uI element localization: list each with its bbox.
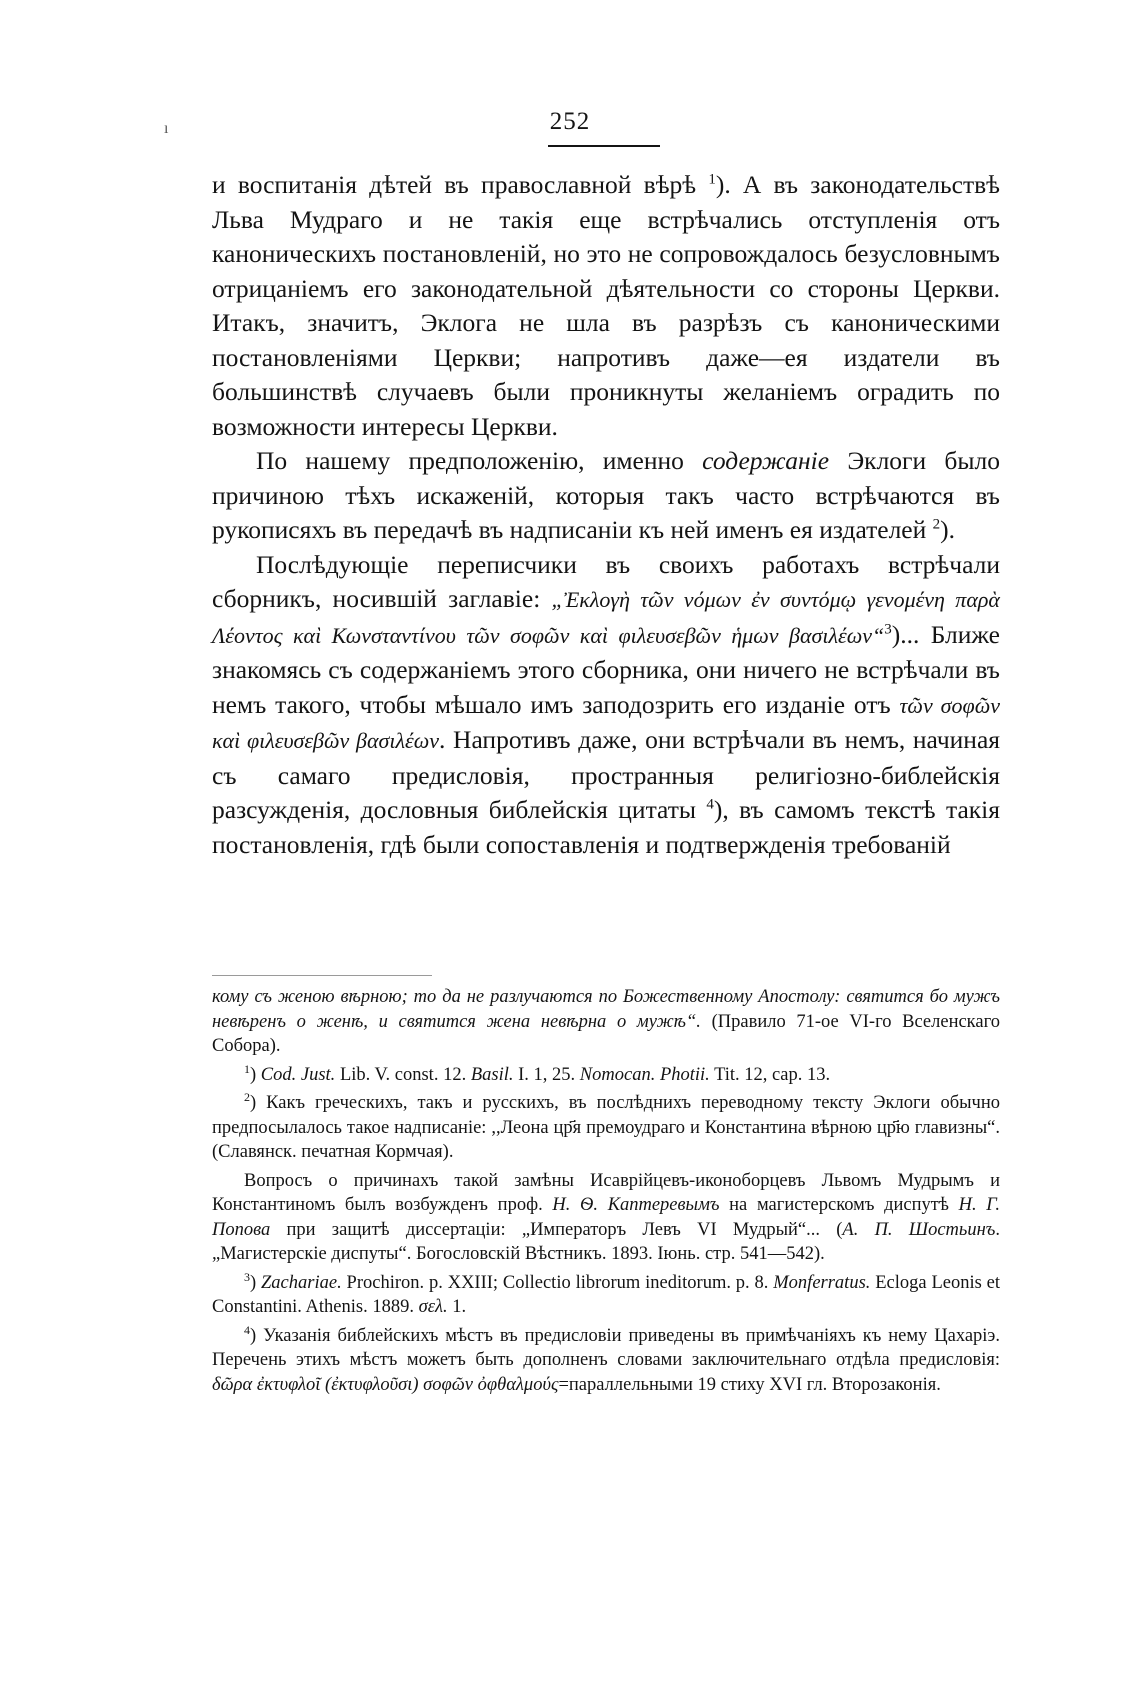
footnote-ref-2: 2 <box>932 516 941 533</box>
footnote-2 <box>212 1091 1000 1165</box>
footnote-ref-3: 3 <box>884 621 892 637</box>
fn2b-d: . „Магистерскіе диспуты“. Богословскій Вѣстникъ. 1893. Іюнь. стр. 541—542). <box>212 1219 1000 1264</box>
fn4-number: 4 <box>244 1322 250 1337</box>
p1-text-a: и воспитанія дѣтей въ православной вѣрѣ <box>212 170 709 199</box>
footnotes <box>212 985 1000 1401</box>
fn4-i1: δῶρα ἐκτυφλοῖ (ἐκτυφλοῦσι) σοφῶν ὀφθαλμούς <box>212 1374 559 1395</box>
page-number: 252 <box>549 108 591 135</box>
fn3-b: Prochiron. p. XXIII; Collectio librorum ineditorum. p. 8. <box>341 1272 774 1293</box>
fn-cont-text: (Правило 71-ое VI-го Вселенскаго Собора). <box>212 1011 1000 1056</box>
p3-text-c: . Напротивъ даже, они встрѣчали въ немъ, начиная съ самаго предисловія, пространныя религіозно-библейскія разсужденія, дословныя библейскія цитаты <box>212 725 1000 824</box>
footnote-ref-4: 4 <box>706 796 714 813</box>
fn2-a: ) Какъ греческихъ, такъ и русскихъ, въ послѣднихъ переводному тексту Эклоги обычно предпосылалось такое надписаніе: ,,Леона цр҃я премоудраго и Константина вѣрною цр҃ю главизны“. (Славянск. печатная Кормчая). <box>212 1093 1000 1162</box>
greek-title: „Ἐκλογὴ τῶν νόμων ἐν συντόμῳ γενομένη παρὰ Λέοντος καὶ Κωνσταντίνου τῶν σοφῶν καὶ φιλευσεβῶν ἡμων βασιλέων“ <box>212 587 1000 648</box>
fn1-b: Lib. V. const. 12. <box>335 1064 471 1085</box>
fn3-i3: σελ. <box>418 1297 448 1317</box>
fn1-i2: Basil. <box>470 1064 514 1085</box>
fn1-a: ) <box>250 1064 261 1085</box>
fn1-c: I. 1, 25. <box>513 1064 580 1085</box>
paragraph-2 <box>212 444 1000 548</box>
fn3-number: 3 <box>244 1269 250 1284</box>
fn1-i3: Nomocan. Photii. <box>579 1064 710 1085</box>
fn4-a: ) Указанія библейскихъ мѣстъ въ предисловіи приведены въ примѣчаніяхъ къ нему Цахаріэ. Перечень этихъ мѣстъ можетъ быть дополненъ словами заключительнаго отдѣла предисловія: <box>212 1325 1000 1370</box>
p3-text-b: )... Ближе знакомясь съ содержаніемъ этого сборника, они ничего не встрѣчали въ немъ такого, чтобы мѣшало имъ заподозрить его изданіе отъ <box>212 619 1000 719</box>
p2-text-a: По нашему предположенію, именно <box>256 446 703 475</box>
p1-text-b: ). А въ законодательствѣ Льва Мудраго и не такія еще встрѣчались отступленія отъ каноническихъ постановленій, но это не сопровождалось безусловнымъ отрицаніемъ его законодательной дѣятельности со стороны Церкви. Итакъ, значитъ, Эклога не шла въ разрѣзъ съ каноническими постановленіями Церкви; напротивъ даже—ея издатели въ большинствѣ случаевъ были проникнуты желаніемъ оградить по возможности интересы Церкви. <box>212 170 1000 441</box>
p2-text-c: ). <box>940 515 956 544</box>
greek-phrase: τῶν σοφῶν καὶ φιλευσεβῶν βασιλέων <box>212 692 1000 753</box>
footnote-4 <box>212 1324 1000 1398</box>
margin-mark: ı <box>164 120 169 137</box>
footnote-3 <box>212 1271 1000 1320</box>
footnote-continuation <box>212 985 1000 1059</box>
fn2b-i3: А. П. Шостьинъ <box>842 1219 996 1240</box>
p2-italic-word: содержаніе <box>702 446 830 475</box>
fn1-d: Tit. 12, cap. 13. <box>709 1064 831 1085</box>
fn3-i2: Monferratus. <box>773 1272 871 1293</box>
paragraph-1 <box>212 168 1000 444</box>
fn1-number: 1 <box>244 1061 250 1076</box>
fn2b-b: на магистерскомъ диспутѣ <box>719 1195 959 1215</box>
fn2b-i1: Н. Ѳ. Каптеревымъ <box>552 1195 720 1215</box>
fn3-c: Ecloga Leonis et Constantini. Athenis. 1889. <box>212 1272 1000 1317</box>
page-number-rule <box>548 145 660 147</box>
fn4-b: =параллельными 19 стиху XVI гл. Второзаконія. <box>558 1374 941 1395</box>
p3-text-a: Послѣдующіе переписчики въ своихъ работахъ встрѣчали сборникъ, носившій заглавіе: <box>212 549 1000 613</box>
fn1-i1: Cod. Just. <box>260 1064 336 1085</box>
fn2b-a: Вопросъ о причинахъ такой замѣны Исаврійцевъ-иконоборцевъ Львомъ Мудрымъ и Константиномъ былъ возбужденъ проф. <box>212 1170 1000 1215</box>
fn-cont-italic: кому съ женою вѣрною; то да не разлучаются по Божественному Апостолу: святится бо мужъ невѣренъ о женѣ, и святится жена невѣрна о мужѣ“. <box>212 987 1000 1032</box>
fn2b-c: при защитѣ диссертаціи: „Императоръ Левъ VI Мудрый“... ( <box>270 1219 843 1240</box>
paragraph-3 <box>212 548 1000 863</box>
main-text <box>212 168 1000 862</box>
footnote-ref-1: 1 <box>708 171 716 188</box>
p2-text-b: Эклоги было причиною тѣхъ искаженій, которыя такъ часто встрѣчаются въ рукописяхъ въ передачѣ въ надписаніи къ ней именъ ея издателей <box>212 446 1000 544</box>
p3-text-d: ), въ самомъ текстѣ такія постановленія, гдѣ были сопоставленія и подтвержденія требованій <box>212 795 1000 859</box>
fn3-d: 1. <box>447 1297 467 1317</box>
fn2-number: 2 <box>244 1089 250 1104</box>
footnote-1 <box>212 1063 1000 1088</box>
footnote-separator <box>212 975 432 976</box>
fn2b-i2: Н. Г. Попова <box>212 1195 1000 1240</box>
fn3-a: ) <box>250 1272 262 1293</box>
fn3-i1: Zachariae. <box>261 1272 342 1293</box>
footnote-2-continued <box>212 1169 1000 1267</box>
